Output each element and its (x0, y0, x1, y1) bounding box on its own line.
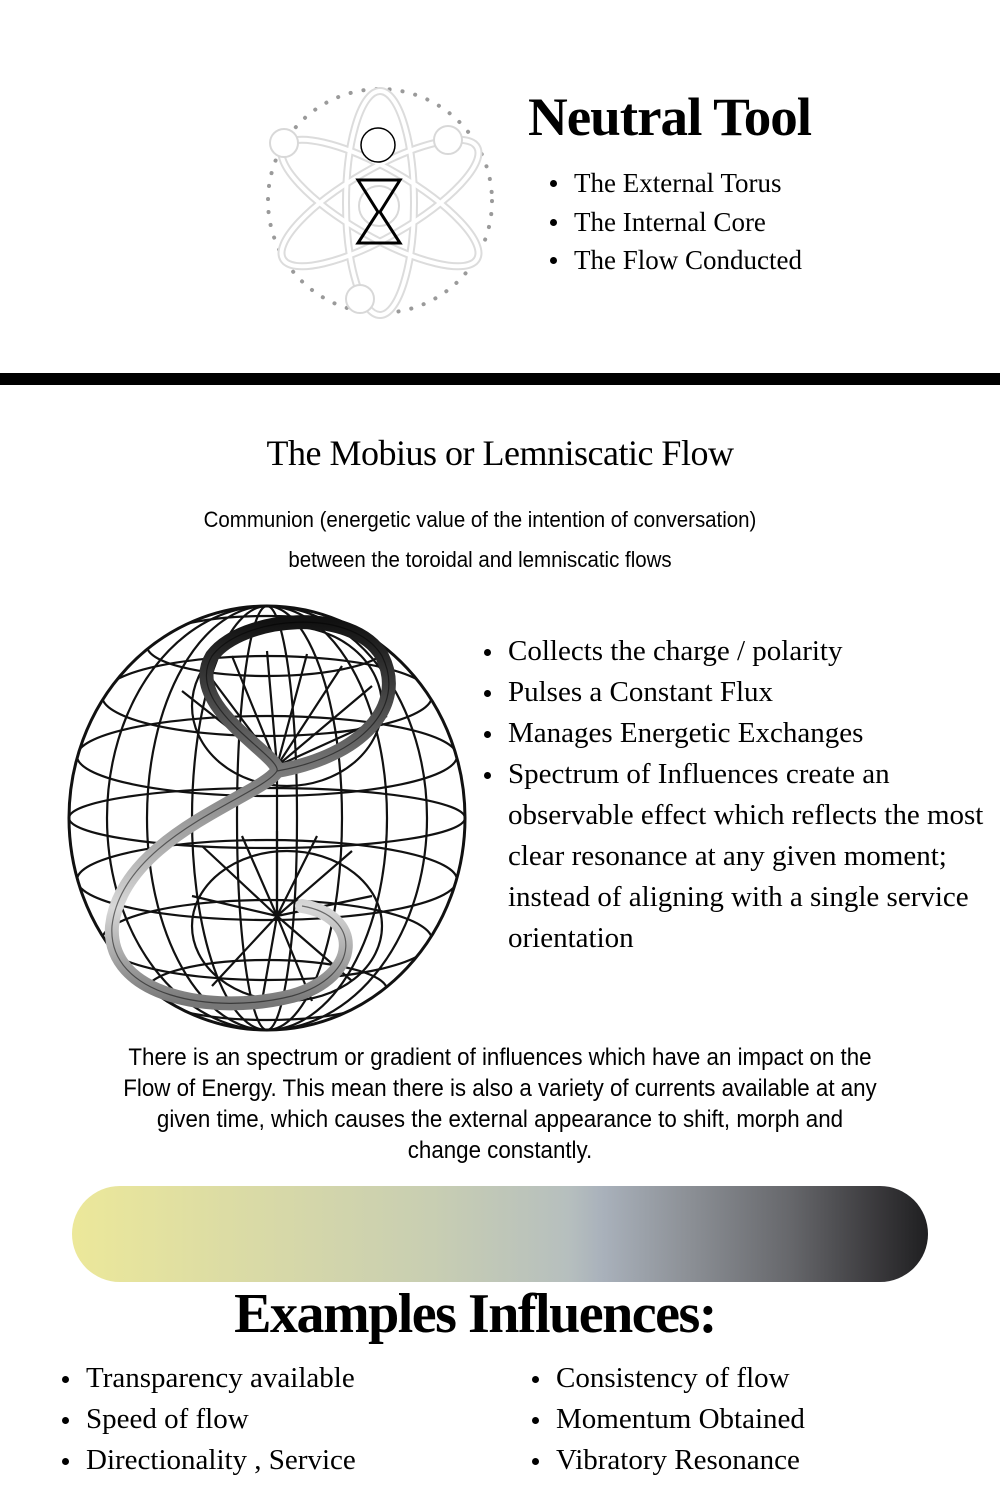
list-item: Collects the charge / polarity (474, 631, 1000, 672)
list-item: Pulses a Constant Flux (474, 672, 1000, 713)
list-item: Spectrum of Influences create an observable effect which reflects the most clear resonance at any given moment; instead of aligning with a single service orientation (474, 754, 1000, 959)
section-title: The Mobius or Lemniscatic Flow (266, 433, 734, 473)
list-item: Momentum Obtained (522, 1399, 805, 1440)
list-item: Manages Energetic Exchanges (474, 713, 1000, 754)
section-divider (0, 373, 1000, 385)
list-item: Speed of flow (52, 1399, 356, 1440)
atom-hourglass-icon (262, 78, 502, 328)
list-item: Vibratory Resonance (522, 1440, 805, 1481)
list-item: The Flow Conducted (540, 241, 802, 280)
spectrum-gradient-bar (72, 1186, 928, 1282)
list-item: Consistency of flow (522, 1358, 805, 1399)
list-item: Transparency available (52, 1358, 356, 1399)
list-item: Directionality , Service (52, 1440, 356, 1481)
torus-mobius-sphere-icon (62, 596, 472, 1036)
examples-list-right (522, 1358, 805, 1481)
description-paragraph: There is an spectrum or gradient of influences which have an impact on the Flow of Energy. This mean there is also a variety of currents available at any given time, which causes the external appearance to shift, morph and change constantly. (123, 1044, 877, 1164)
examples-title: Examples Influences: (234, 1283, 716, 1345)
flow-list (474, 631, 1000, 959)
list-item: The External Torus (540, 164, 802, 203)
list-item: The Internal Core (540, 203, 802, 242)
section-subtitle (89, 500, 870, 580)
subtitle-line: Communion (energetic value of the intention of conversation) (203, 507, 757, 532)
examples-list-left (52, 1358, 356, 1481)
page-title: Neutral Tool (528, 87, 812, 147)
header-list (540, 164, 802, 280)
subtitle-line: between the toroidal and lemniscatic flows (288, 547, 672, 572)
